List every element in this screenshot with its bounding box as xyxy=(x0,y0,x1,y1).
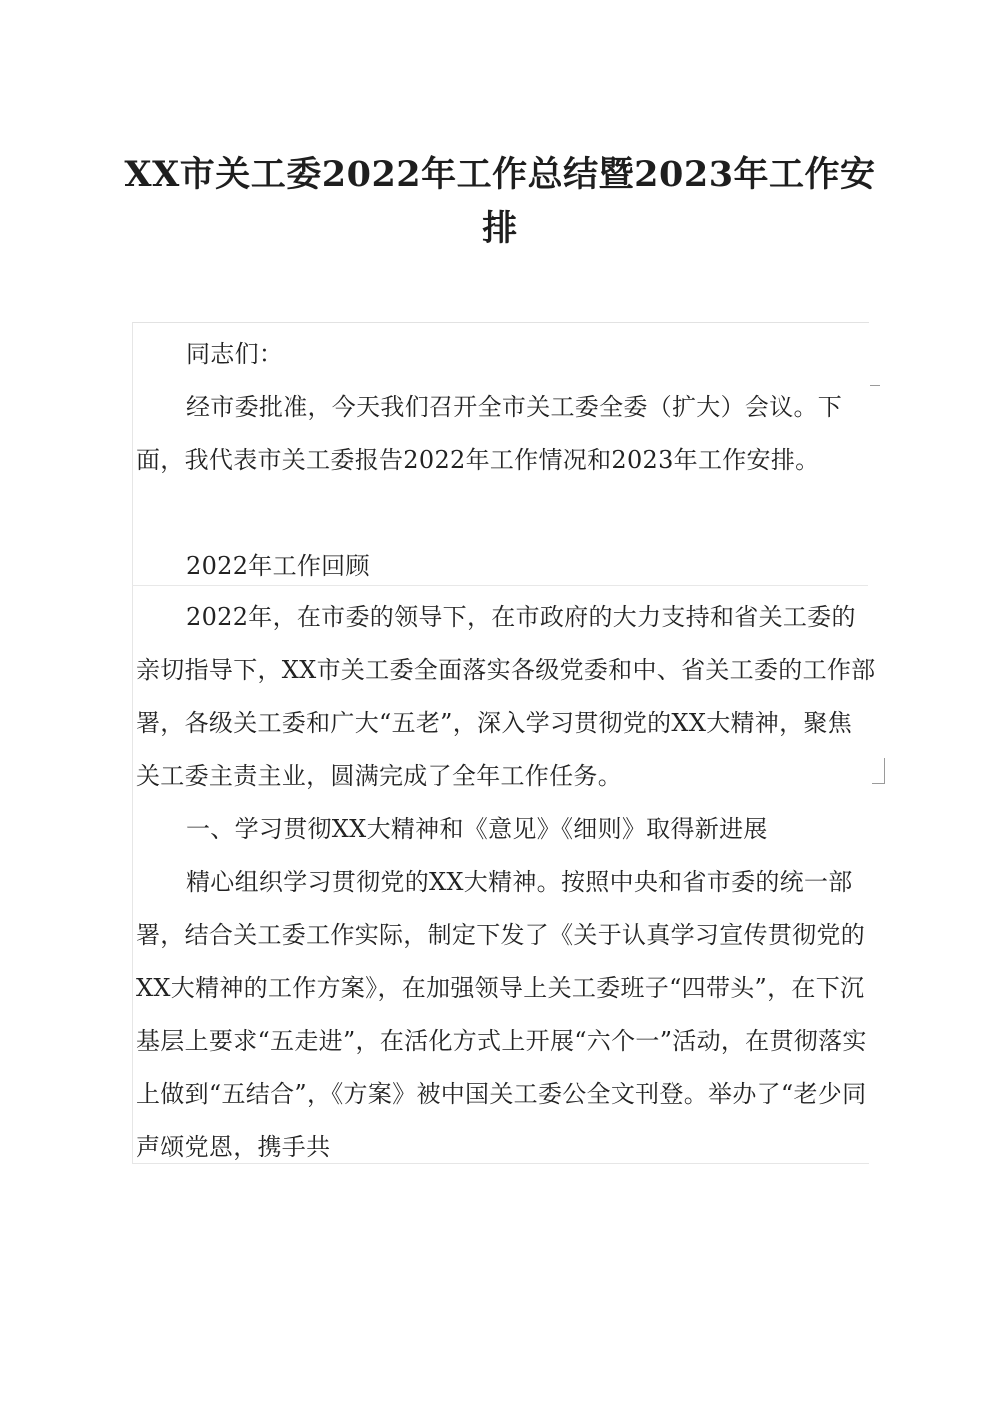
review-paragraph: 2022年，在市委的领导下，在市政府的大力支持和省关工委的亲切指导下，XX市关工委全面落实各级党委和中、省关工委的工作部署，各级关工委和广大“五老”，深入学习贯彻党的XX大精神，聚焦关工委主责主业，圆满完成了全年工作任务。 xyxy=(136,603,876,790)
edge-mark xyxy=(872,783,885,784)
opening-paragraph: 经市委批准，今天我们召开全市关工委全委（扩大）会议。下面，我代表市关工委报告2022年工作情况和2023年工作安排。 xyxy=(136,393,843,474)
document-title: XX市关工委2022年工作总结暨2023年工作安排 xyxy=(124,154,876,249)
section-heading-review: 2022年工作回顾 xyxy=(186,552,370,580)
edge-mark xyxy=(870,385,880,386)
salutation: 同志们： xyxy=(186,340,284,368)
edge-mark xyxy=(884,758,885,784)
subsection-heading-1: 一、学习贯彻XX大精神和《意见》《细则》取得新进展 xyxy=(186,815,768,843)
subsection-1-paragraph: 精心组织学习贯彻党的XX大精神。按照中央和省市委的统一部署，结合关工委工作实际，制定下发了《关于认真学习宣传贯彻党的XX大精神的工作方案》，在加强领导上关工委班子“四带头”，在下沉基层上要求“五走进”，在活化方式上开展“六个一”活动，在贯彻落实上做到“五结合”，《方案》被中国关工委公全文刊登。举办了“老少同声颂党恩，携手共 xyxy=(136,868,867,1161)
